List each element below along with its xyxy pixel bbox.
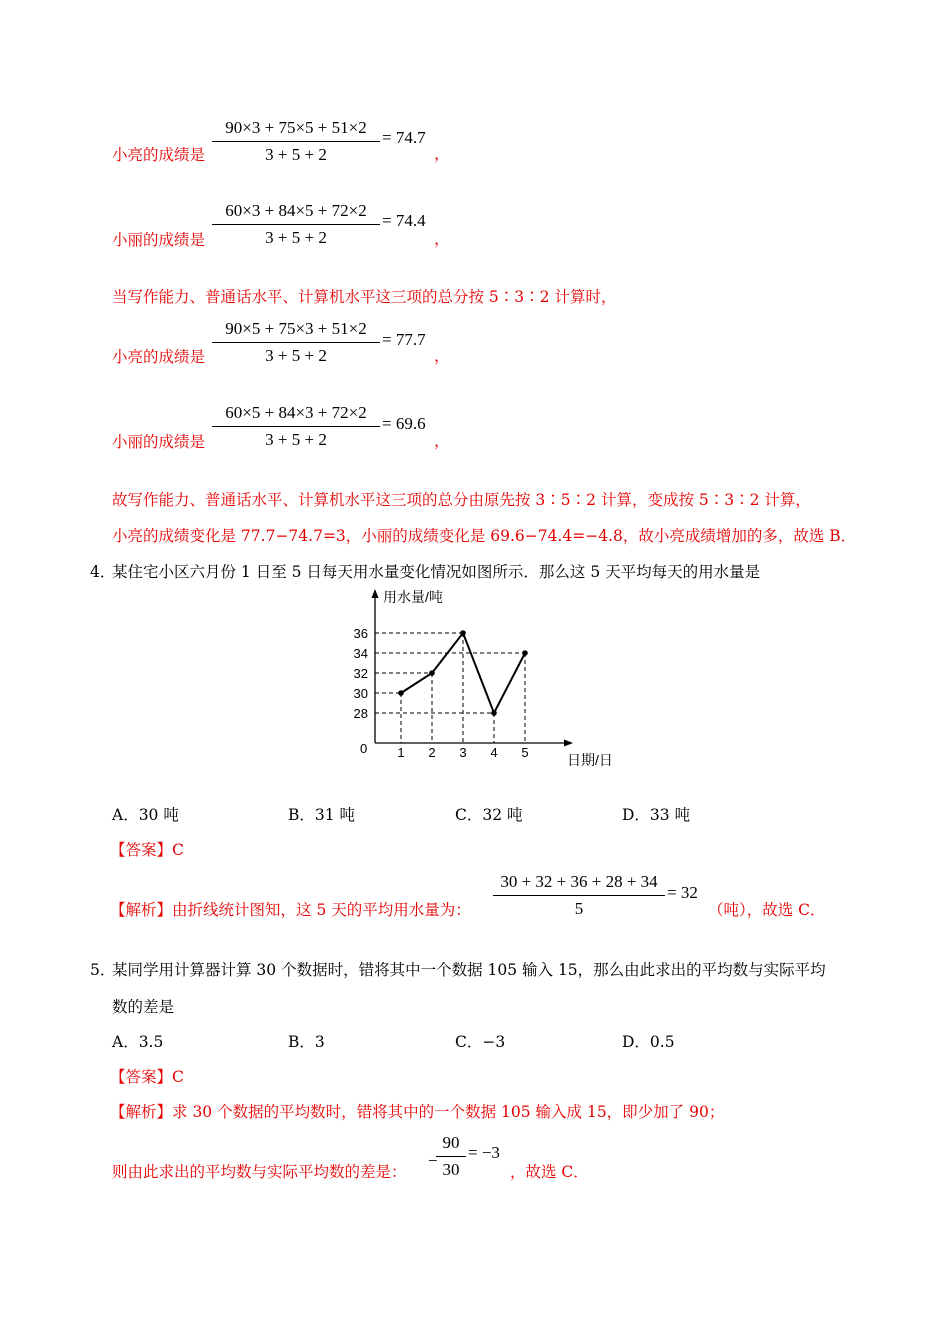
q4-option-a[interactable]: A．30 吨: [112, 806, 179, 824]
water-usage-line-chart: [345, 585, 645, 775]
xiaoli-label-a: 小丽的成绩是: [112, 231, 206, 249]
analysis-text: 求 30 个数据的平均数时，错将其中的一个数据 105 输入成 15，即少加了 90；: [172, 1103, 725, 1121]
numerator: 90×5 + 75×3 + 51×2: [225, 319, 367, 338]
fraction-bar: [436, 1156, 466, 1157]
fraction-xiaoliang-b: [212, 319, 380, 366]
q5-option-c[interactable]: C．−3: [455, 1033, 506, 1051]
q4-option-d[interactable]: D．33 吨: [622, 806, 691, 824]
result-xiaoli-b: = 69.6: [382, 414, 426, 433]
y-axis-arrow: [372, 589, 379, 598]
q5-tail: ，故选 C．: [510, 1163, 589, 1181]
q5-minus-sign: −: [428, 1151, 438, 1170]
q5-option-a[interactable]: A．3.5: [112, 1033, 164, 1051]
comma: ，: [434, 144, 451, 163]
data-point: [398, 690, 404, 696]
y-tick-label: 32: [353, 666, 368, 681]
q4-text: 某住宅小区六月份 1 日至 5 日每天用水量变化情况如图所示．那么这 5 天平均每天的用水量是: [112, 563, 761, 581]
y-axis-title: 用水量/吨: [383, 589, 443, 605]
q5-option-b[interactable]: B．3: [288, 1033, 325, 1051]
ratio-intro: 当写作能力、普通话水平、计算机水平这三项的总分按 5∶3∶2 计算时，: [112, 288, 617, 306]
fraction-bar: [212, 342, 380, 343]
result-xiaoli-a: = 74.4: [382, 211, 426, 230]
denominator: 3 + 5 + 2: [265, 228, 327, 247]
result-xiaoliang-a: = 74.7: [382, 128, 426, 147]
fraction-bar: [212, 224, 380, 225]
denominator: 5: [574, 899, 584, 918]
q4-tail: （吨），故选 C．: [708, 901, 826, 919]
q5-fraction: [436, 1133, 466, 1180]
q5-text-line-1: 某同学用计算器计算 30 个数据时，错将其中一个数据 105 输入 15，那么由此求出的平均数与实际平均: [112, 961, 826, 979]
fraction-bar: [212, 426, 380, 427]
x-tick-label: 4: [490, 745, 498, 760]
q5-line-2: 则由此求出的平均数与实际平均数的差是：: [112, 1163, 407, 1181]
numerator: 90×3 + 75×5 + 51×2: [225, 118, 367, 137]
origin-label: 0: [360, 741, 368, 756]
y-tick-label: 30: [353, 686, 368, 701]
numerator: 60×5 + 84×3 + 72×2: [225, 403, 367, 422]
x-tick-label: 1: [397, 745, 405, 760]
q4-number: 4．: [90, 563, 116, 581]
q5-result: = −3: [468, 1143, 500, 1162]
comma: ，: [434, 431, 451, 450]
fraction-xiaoliang-a: [212, 118, 380, 165]
q4-option-c[interactable]: C．32 吨: [455, 806, 523, 824]
q5-answer: 【答案】C: [110, 1068, 184, 1086]
xiaoliang-label-a: 小亮的成绩是: [112, 146, 206, 164]
y-tick-label: 34: [353, 646, 368, 661]
result-xiaoliang-b: = 77.7: [382, 330, 426, 349]
fraction-bar: [493, 895, 665, 896]
q4-result: = 32: [667, 883, 698, 902]
fraction-bar: [212, 141, 380, 142]
data-point: [429, 670, 435, 676]
denominator: 3 + 5 + 2: [265, 346, 327, 365]
fraction-xiaoli-a: [212, 201, 380, 248]
q5-option-d[interactable]: D．0.5: [622, 1033, 675, 1051]
q4-option-b[interactable]: B．31 吨: [288, 806, 356, 824]
data-point: [522, 650, 528, 656]
numerator: 90: [442, 1133, 460, 1152]
x-axis-title: 日期/日: [567, 752, 613, 768]
x-axis-arrow: [564, 740, 573, 747]
x-tick-label: 2: [428, 745, 436, 760]
q5-number: 5．: [90, 961, 116, 979]
numerator: 60×3 + 84×5 + 72×2: [225, 201, 367, 220]
q5-analysis: [110, 1100, 724, 1122]
conclusion-line-2: 小亮的成绩变化是 77.7−74.7=3，小丽的成绩变化是 69.6−74.4=−4.8，故小亮成绩增加的多，故选 B．: [112, 527, 857, 545]
xiaoli-label-b: 小丽的成绩是: [112, 433, 206, 451]
x-tick-label: 5: [521, 745, 529, 760]
xiaoliang-label-b: 小亮的成绩是: [112, 348, 206, 366]
denominator: 30: [442, 1160, 460, 1179]
data-point: [460, 630, 466, 636]
conclusion-line-1: 故写作能力、普通话水平、计算机水平这三项的总分由原先按 3∶5∶2 计算，变成按 5∶3∶2 计算，: [112, 491, 811, 509]
comma: ，: [434, 346, 451, 365]
y-tick-label: 36: [353, 626, 368, 641]
q4-fraction: [493, 872, 665, 919]
y-tick-label: 28: [353, 706, 368, 721]
fraction-xiaoli-b: [212, 403, 380, 450]
comma: ，: [434, 229, 451, 248]
data-point: [491, 710, 497, 716]
denominator: 3 + 5 + 2: [265, 145, 327, 164]
numerator: 30 + 32 + 36 + 28 + 34: [500, 872, 658, 891]
analysis-label: 【解析】: [110, 901, 173, 919]
analysis-text: 由折线统计图知，这 5 天的平均用水量为：: [172, 901, 471, 919]
q5-text-line-2: 数的差是: [112, 998, 175, 1016]
x-tick-label: 3: [459, 745, 467, 760]
denominator: 3 + 5 + 2: [265, 430, 327, 449]
analysis-label: 【解析】: [110, 1103, 173, 1121]
q4-answer: 【答案】C: [110, 841, 184, 859]
q4-analysis: [110, 898, 471, 920]
